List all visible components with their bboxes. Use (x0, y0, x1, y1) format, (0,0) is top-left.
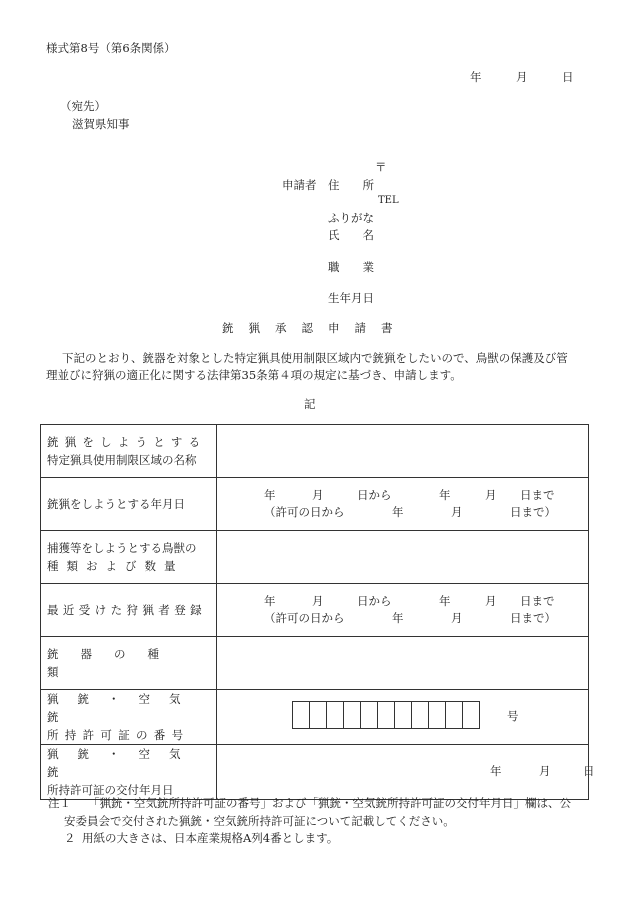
row-area-name (41, 425, 589, 478)
digit-box[interactable] (292, 701, 310, 729)
area-name-field[interactable] (217, 425, 589, 478)
gun-type-field[interactable] (217, 637, 589, 690)
issue-date-field[interactable]: 年 月 日 (217, 745, 589, 800)
note2-text: 用紙の大きさは、日本産業規格A列4番とします。 (82, 831, 339, 845)
birthdate-label: 生年月日 (328, 291, 374, 305)
address-label: 住 所 (328, 178, 374, 192)
permit-number-label-2: 所持許可証の番号 (47, 728, 190, 742)
addressee-prefix: （宛先） (60, 99, 106, 113)
digit-box[interactable] (445, 701, 463, 729)
registration-label: 最近受けた狩猟者登録 (47, 603, 206, 617)
application-table (40, 424, 595, 800)
issue-date-label-1: 猟銃・空気銃 (47, 747, 200, 779)
species-label-1: 捕獲等をしようとする鳥獣の (47, 541, 197, 555)
postal-mark: 〒 (375, 160, 387, 174)
body-text-line2: 理並びに狩猟の適正化に関する法律第35条第４項の規定に基づき、申請します。 (46, 368, 462, 382)
permit-number-boxes (292, 701, 480, 729)
row-hunting-dates (41, 478, 589, 531)
digit-box[interactable] (309, 701, 327, 729)
document-title: 銃猟承認申請書 (222, 321, 408, 335)
date-month: 月 (516, 70, 528, 84)
tel-label: TEL (378, 195, 399, 206)
row-permit-issue-date (41, 745, 589, 800)
digit-box[interactable] (428, 701, 446, 729)
permit-number-field[interactable] (217, 690, 589, 745)
note1-prefix: 注１ (48, 796, 71, 810)
form-number: 様式第8号（第6条関係） (46, 41, 176, 55)
ki-mark: 記 (304, 397, 316, 411)
digit-box[interactable] (326, 701, 344, 729)
hunting-dates-label: 銃猟をしようとする年月日 (47, 497, 185, 511)
body-text-line1: 下記のとおり、銃器を対象とした特定猟具使用制限区域内で銃猟をしたいので、鳥獣の保護及び管 (62, 351, 568, 365)
digit-box[interactable] (377, 701, 395, 729)
note2-prefix: ２ (64, 831, 76, 845)
issue-date-label-2: 所持許可証の交付年月日 (47, 783, 174, 797)
occupation-label: 職 業 (328, 260, 374, 274)
permit-number-label-1: 猟銃・空気銃 (47, 692, 200, 724)
digit-box[interactable] (394, 701, 412, 729)
permit-number-suffix: 号 (507, 709, 519, 723)
date-year: 年 (470, 70, 482, 84)
area-name-label-1: 銃猟をしようとする (47, 435, 207, 449)
note1-line2: 安委員会で交付された猟銃・空気銃所持許可証について記載してください。 (64, 814, 455, 828)
digit-box[interactable] (411, 701, 429, 729)
note1-line1: 「猟銃・空気銃所持許可証の番号」および「猟銃・空気銃所持許可証の交付年月日」欄は、公 (88, 796, 571, 810)
digit-box[interactable] (343, 701, 361, 729)
digit-box[interactable] (462, 701, 480, 729)
digit-box[interactable] (360, 701, 378, 729)
species-label-2: 種類および数量 (47, 559, 184, 573)
species-field[interactable] (217, 531, 589, 584)
addressee-name: 滋賀県知事 (72, 117, 130, 131)
row-gun-type (41, 637, 589, 690)
area-name-label-2: 特定猟具使用制限区域の名称 (47, 453, 197, 467)
row-species (41, 531, 589, 584)
furigana-label: ふりがな (328, 211, 374, 225)
date-day: 日 (562, 70, 574, 84)
hunting-dates-field[interactable]: 年 月 日から 年 月 日まで （許可の日から 年 月 日まで） (217, 478, 589, 531)
gun-type-label: 銃器の種類 (47, 647, 181, 679)
registration-field[interactable]: 年 月 日から 年 月 日まで （許可の日から 年 月 日まで） (217, 584, 589, 637)
row-hunter-registration (41, 584, 589, 637)
name-label: 氏 名 (328, 228, 374, 242)
applicant-label: 申請者 (282, 178, 317, 192)
row-permit-number (41, 690, 589, 745)
